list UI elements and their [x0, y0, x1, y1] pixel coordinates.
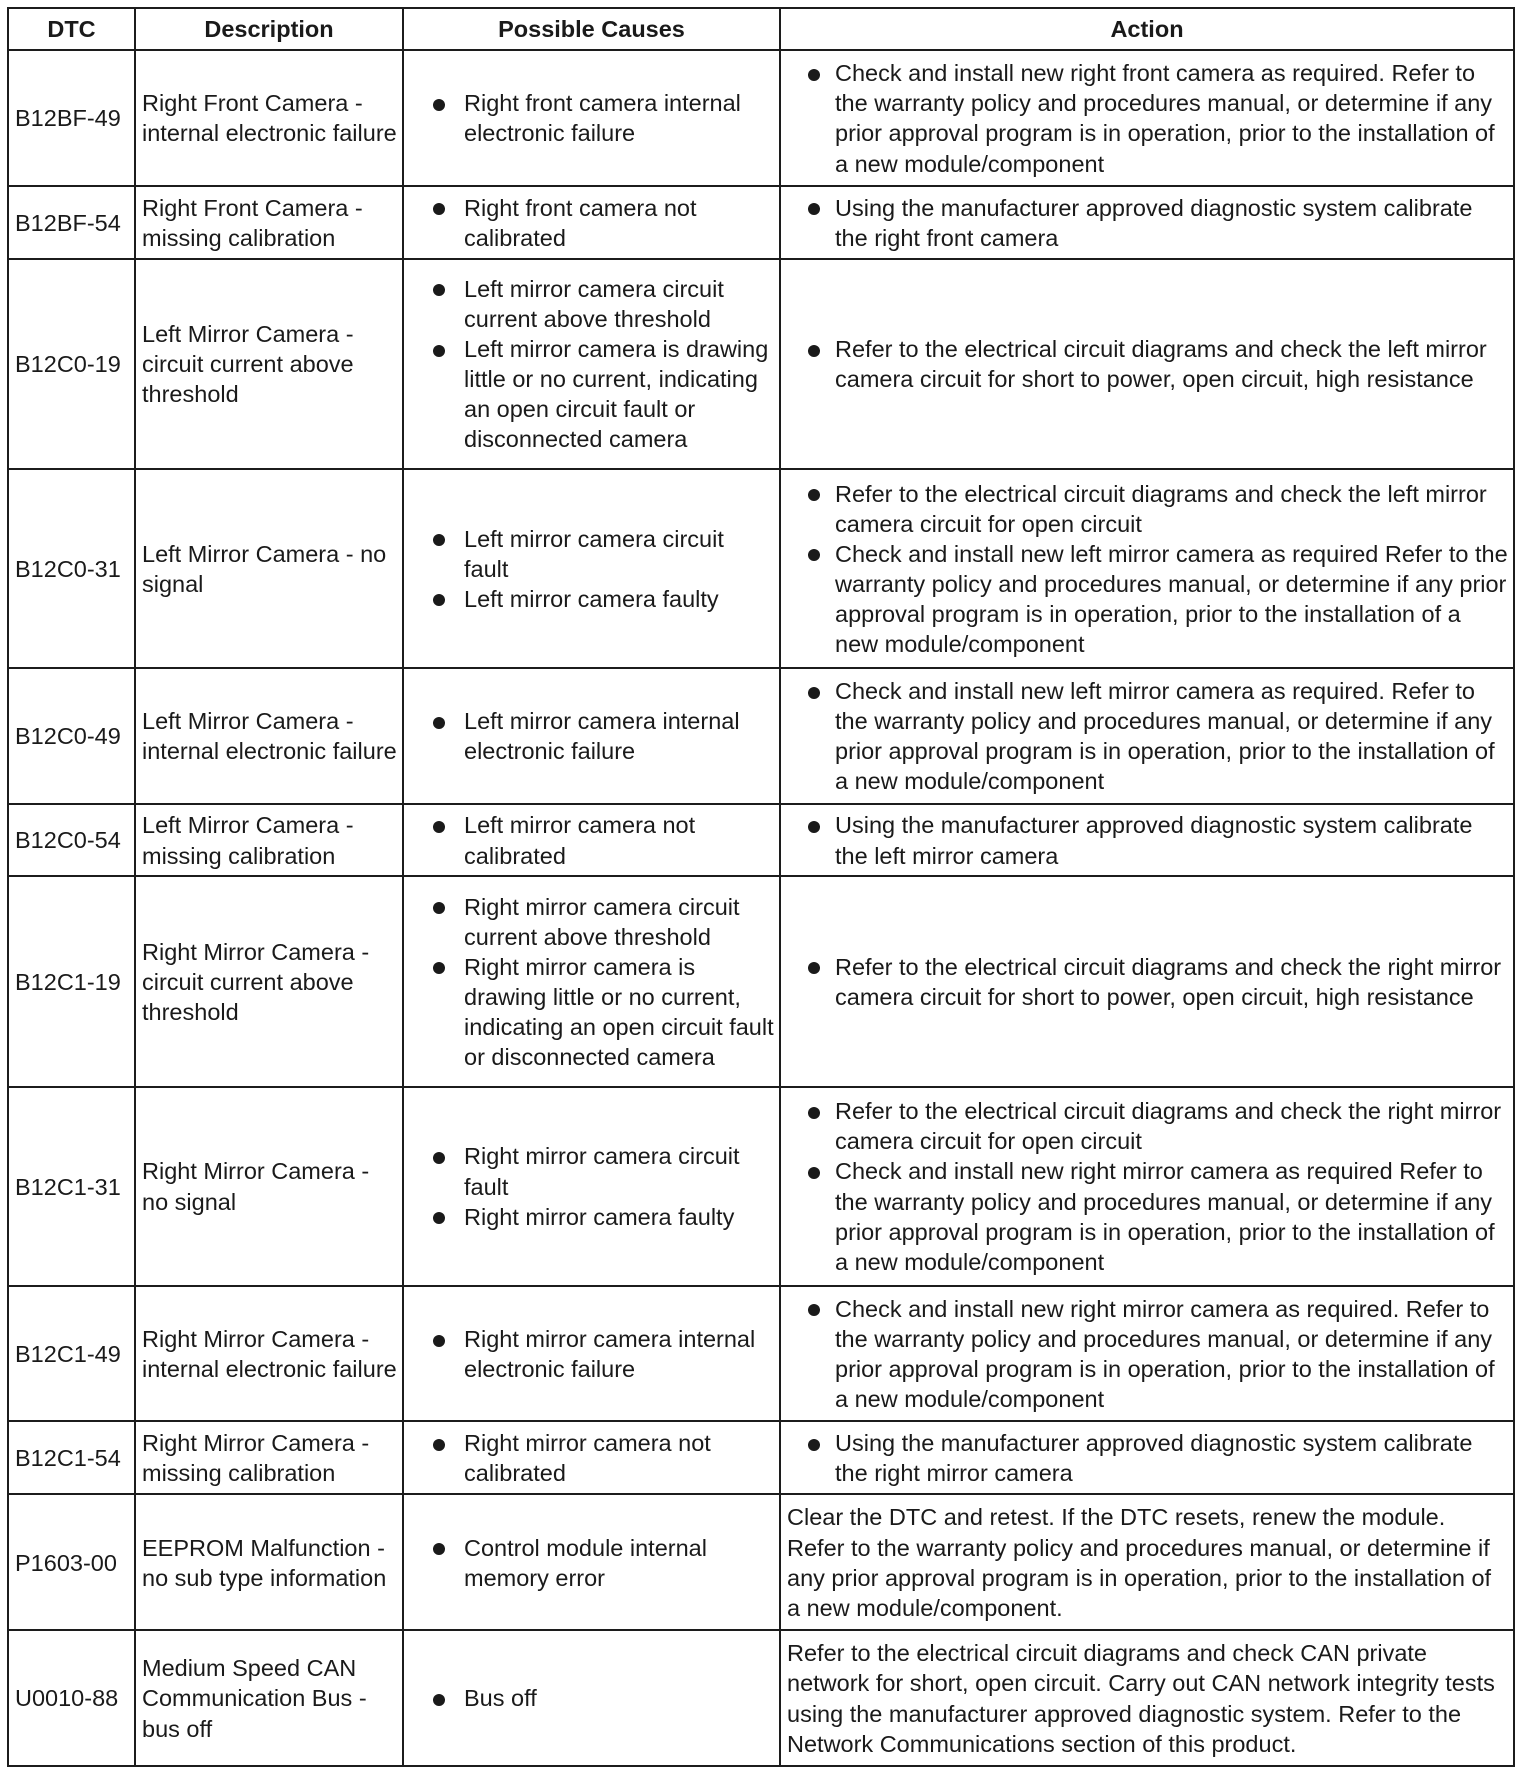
action-cell: [780, 876, 1514, 1086]
action-item: Check and install new left mirror camera as required Refer to the warranty policy and procedures manual, or determine if any prior approval program is in operation, prior to the installation of a new module/component: [787, 539, 1508, 659]
causes-list: [410, 1141, 774, 1231]
dtc-description: Right Mirror Camera - internal electronic failure: [135, 1286, 403, 1422]
cause-item: Left mirror camera circuit fault: [410, 524, 774, 584]
action-cell: [780, 1286, 1514, 1422]
causes-list: [410, 274, 774, 454]
table-row: [8, 259, 1514, 469]
action-item: Using the manufacturer approved diagnostic system calibrate the right front camera: [787, 193, 1508, 253]
possible-causes-cell: [403, 1286, 780, 1422]
table-row: [8, 876, 1514, 1086]
actions-list: [787, 193, 1508, 253]
table-row: [8, 50, 1514, 186]
possible-causes-cell: [403, 804, 780, 877]
cause-item: Left mirror camera circuit current above threshold: [410, 274, 774, 334]
actions-list: [787, 952, 1508, 1012]
causes-list: [410, 1533, 774, 1593]
cause-item: Right front camera internal electronic failure: [410, 88, 774, 148]
header-row: [8, 8, 1514, 50]
action-item: Using the manufacturer approved diagnostic system calibrate the left mirror camera: [787, 810, 1508, 870]
dtc-code: U0010-88: [8, 1630, 135, 1766]
cause-item: Right mirror camera circuit current above threshold: [410, 892, 774, 952]
dtc-description: Right Front Camera - missing calibration: [135, 186, 403, 259]
table-row: [8, 1421, 1514, 1494]
action-cell: [780, 668, 1514, 804]
action-cell: [780, 1494, 1514, 1630]
action-item: Check and install new right mirror camera as required Refer to the warranty policy and procedures manual, or determine if any prior approval program is in operation, prior to the installation of a new module/component: [787, 1156, 1508, 1276]
actions-list: [787, 810, 1508, 870]
dtc-code: B12C1-31: [8, 1087, 135, 1286]
dtc-description: Right Mirror Camera - circuit current above threshold: [135, 876, 403, 1086]
dtc-description: Right Mirror Camera - missing calibration: [135, 1421, 403, 1494]
dtc-description: Medium Speed CAN Communication Bus - bus off: [135, 1630, 403, 1766]
action-cell: [780, 469, 1514, 668]
dtc-description: Left Mirror Camera - internal electronic failure: [135, 668, 403, 804]
table-row: [8, 668, 1514, 804]
actions-list: [787, 1294, 1508, 1414]
dtc-code: B12BF-54: [8, 186, 135, 259]
possible-causes-cell: [403, 50, 780, 186]
action-cell: [780, 1087, 1514, 1286]
actions-list: [787, 479, 1508, 659]
action-cell: [780, 1421, 1514, 1494]
cause-item: Left mirror camera faulty: [410, 584, 774, 614]
table-row: [8, 1286, 1514, 1422]
causes-list: [410, 1428, 774, 1488]
table-header: [8, 8, 1514, 50]
possible-causes-cell: [403, 876, 780, 1086]
action-item: Refer to the electrical circuit diagrams and check the right mirror camera circuit for open circuit: [787, 1096, 1508, 1156]
causes-list: [410, 810, 774, 870]
table-row: [8, 1087, 1514, 1286]
causes-list: [410, 892, 774, 1072]
cause-item: Right mirror camera not calibrated: [410, 1428, 774, 1488]
dtc-code: B12C1-49: [8, 1286, 135, 1422]
action-cell: [780, 50, 1514, 186]
table-body: [8, 50, 1514, 1766]
action-item: Refer to the electrical circuit diagrams and check the left mirror camera circuit for short to power, open circuit, high resistance: [787, 334, 1508, 394]
possible-causes-cell: [403, 668, 780, 804]
dtc-code: B12C1-19: [8, 876, 135, 1086]
action-cell: [780, 186, 1514, 259]
table-row: [8, 469, 1514, 668]
dtc-code: B12C0-31: [8, 469, 135, 668]
cause-item: Right mirror camera circuit fault: [410, 1141, 774, 1201]
possible-causes-cell: [403, 469, 780, 668]
action-item: Using the manufacturer approved diagnostic system calibrate the right mirror camera: [787, 1428, 1508, 1488]
action-text: Refer to the electrical circuit diagrams and check CAN private network for short, open circuit. Carry out CAN network integrity tests using the manufacturer approved diagnostic system. Refer to the Network Communications section of this product.: [787, 1640, 1495, 1757]
action-cell: [780, 1630, 1514, 1766]
cause-item: Bus off: [410, 1683, 774, 1713]
possible-causes-cell: [403, 186, 780, 259]
possible-causes-cell: [403, 1630, 780, 1766]
action-item: Check and install new left mirror camera as required. Refer to the warranty policy and procedures manual, or determine if any prior approval program is in operation, prior to the installation of a new module/component: [787, 676, 1508, 796]
action-item: Refer to the electrical circuit diagrams and check the right mirror camera circuit for short to power, open circuit, high resistance: [787, 952, 1508, 1012]
action-text: Clear the DTC and retest. If the DTC resets, renew the module. Refer to the warranty policy and procedures manual, or determine if any prior approval program is in operation, prior to the installation of a new module/component.: [787, 1504, 1492, 1621]
header-description: Description: [135, 8, 403, 50]
possible-causes-cell: [403, 259, 780, 469]
header-dtc: DTC: [8, 8, 135, 50]
cause-item: Left mirror camera not calibrated: [410, 810, 774, 870]
possible-causes-cell: [403, 1087, 780, 1286]
actions-list: [787, 1096, 1508, 1276]
causes-list: [410, 193, 774, 253]
actions-list: [787, 334, 1508, 394]
cause-item: Left mirror camera is drawing little or no current, indicating an open circuit fault or disconnected camera: [410, 334, 774, 454]
header-action: Action: [780, 8, 1514, 50]
dtc-code: B12C1-54: [8, 1421, 135, 1494]
cause-item: Control module internal memory error: [410, 1533, 774, 1593]
cause-item: Right mirror camera internal electronic failure: [410, 1324, 774, 1384]
dtc-description: Left Mirror Camera - missing calibration: [135, 804, 403, 877]
action-item: Check and install new right mirror camera as required. Refer to the warranty policy and procedures manual, or determine if any prior approval program is in operation, prior to the installation of a new module/component: [787, 1294, 1508, 1414]
dtc-description: Left Mirror Camera - circuit current above threshold: [135, 259, 403, 469]
cause-item: Right mirror camera is drawing little or no current, indicating an open circuit fault or disconnected camera: [410, 952, 774, 1072]
causes-list: [410, 706, 774, 766]
table-row: [8, 1630, 1514, 1766]
action-cell: [780, 259, 1514, 469]
actions-list: [787, 676, 1508, 796]
dtc-description: Right Mirror Camera - no signal: [135, 1087, 403, 1286]
dtc-description: Right Front Camera - internal electronic failure: [135, 50, 403, 186]
causes-list: [410, 88, 774, 148]
cause-item: Right mirror camera faulty: [410, 1202, 774, 1232]
dtc-description: Left Mirror Camera - no signal: [135, 469, 403, 668]
possible-causes-cell: [403, 1421, 780, 1494]
cause-item: Right front camera not calibrated: [410, 193, 774, 253]
dtc-description: EEPROM Malfunction - no sub type information: [135, 1494, 403, 1630]
action-item: Check and install new right front camera as required. Refer to the warranty policy and procedures manual, or determine if any prior approval program is in operation, prior to the installation of a new module/component: [787, 58, 1508, 178]
causes-list: [410, 524, 774, 614]
action-item: Refer to the electrical circuit diagrams and check the left mirror camera circuit for open circuit: [787, 479, 1508, 539]
cause-item: Left mirror camera internal electronic failure: [410, 706, 774, 766]
header-possible-causes: Possible Causes: [403, 8, 780, 50]
table-row: [8, 804, 1514, 877]
dtc-code: B12C0-54: [8, 804, 135, 877]
actions-list: [787, 58, 1508, 178]
table-row: [8, 186, 1514, 259]
dtc-code: B12C0-49: [8, 668, 135, 804]
causes-list: [410, 1683, 774, 1713]
dtc-code: B12BF-49: [8, 50, 135, 186]
dtc-table: [7, 7, 1515, 1767]
dtc-code: B12C0-19: [8, 259, 135, 469]
action-cell: [780, 804, 1514, 877]
possible-causes-cell: [403, 1494, 780, 1630]
actions-list: [787, 1428, 1508, 1488]
dtc-code: P1603-00: [8, 1494, 135, 1630]
table-row: [8, 1494, 1514, 1630]
causes-list: [410, 1324, 774, 1384]
